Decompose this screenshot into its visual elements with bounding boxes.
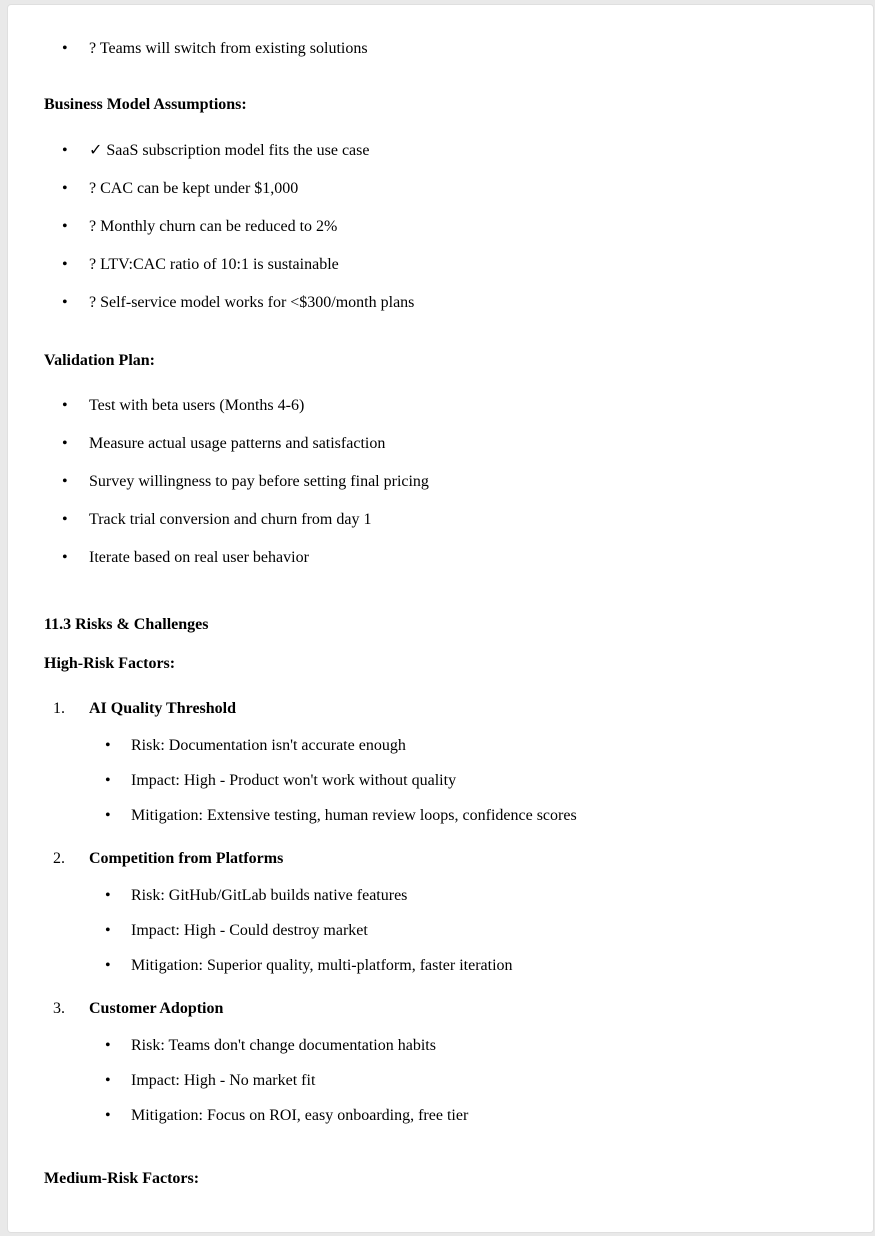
sub-list-item xyxy=(44,1034,833,1058)
list-item xyxy=(44,215,833,239)
bullet-list-validation-plan xyxy=(44,394,833,570)
list-item-text: Mitigation: Focus on ROI, easy onboarding, free tier xyxy=(131,1107,469,1124)
item-title: Competition from Platforms xyxy=(89,850,284,867)
list-item-text: Impact: High - No market fit xyxy=(131,1072,316,1089)
document-page[interactable] xyxy=(8,5,873,1232)
sub-list-item xyxy=(44,884,833,908)
list-item-text: Mitigation: Extensive testing, human review loops, confidence scores xyxy=(131,807,577,824)
list-item xyxy=(44,546,833,570)
list-item-text: ? LTV:CAC ratio of 10:1 is sustainable xyxy=(89,256,339,273)
item-number: 1. xyxy=(53,700,65,717)
list-item-text: Risk: GitHub/GitLab builds native features xyxy=(131,887,408,904)
list-item xyxy=(44,253,833,277)
list-item-text: Survey willingness to pay before setting final pricing xyxy=(89,473,429,490)
sub-list-item xyxy=(44,1104,833,1128)
list-item xyxy=(44,508,833,532)
section-heading-business-model: Business Model Assumptions: xyxy=(44,96,247,113)
list-item-text: ? Self-service model works for <$300/month plans xyxy=(89,294,415,311)
list-item-text: Track trial conversion and churn from day 1 xyxy=(89,511,372,528)
item-number: 3. xyxy=(53,1000,65,1017)
list-item-text: Risk: Teams don't change documentation habits xyxy=(131,1037,436,1054)
list-item-text: Measure actual usage patterns and satisfaction xyxy=(89,435,386,452)
numbered-item xyxy=(44,997,833,1021)
sub-bullet-list xyxy=(44,734,833,828)
numbered-item xyxy=(44,697,833,721)
numbered-item xyxy=(44,847,833,871)
sub-bullet-list xyxy=(44,884,833,978)
item-number: 2. xyxy=(53,850,65,867)
document-content xyxy=(8,5,873,1191)
list-item xyxy=(44,470,833,494)
list-item xyxy=(44,37,833,61)
list-item-text: ? CAC can be kept under $1,000 xyxy=(89,180,299,197)
list-item-text: Impact: High - Could destroy market xyxy=(131,922,368,939)
sub-list-item xyxy=(44,804,833,828)
list-item-text: Test with beta users (Months 4-6) xyxy=(89,397,305,414)
list-item xyxy=(44,432,833,456)
list-item-text: Iterate based on real user behavior xyxy=(89,549,309,566)
list-item-text: Risk: Documentation isn't accurate enough xyxy=(131,737,406,754)
sub-list-item xyxy=(44,954,833,978)
sub-list-item xyxy=(44,1069,833,1093)
section-heading-high-risk: High-Risk Factors: xyxy=(44,655,176,672)
list-item xyxy=(44,177,833,201)
list-item xyxy=(44,394,833,418)
sub-list-item xyxy=(44,769,833,793)
list-item xyxy=(44,139,833,163)
item-title: Customer Adoption xyxy=(89,1000,224,1017)
section-heading-medium-risk: Medium-Risk Factors: xyxy=(44,1170,200,1187)
list-item-text: ? Teams will switch from existing solutions xyxy=(89,40,368,57)
list-item-text: Mitigation: Superior quality, multi-platform, faster iteration xyxy=(131,957,513,974)
item-title: AI Quality Threshold xyxy=(89,700,237,717)
list-item-text: ? Monthly churn can be reduced to 2% xyxy=(89,218,338,235)
list-item xyxy=(44,291,833,315)
section-heading-risks-challenges: 11.3 Risks & Challenges xyxy=(44,616,209,633)
list-item-text: Impact: High - Product won't work without quality xyxy=(131,772,457,789)
section-heading-validation-plan: Validation Plan: xyxy=(44,352,155,369)
list-item-text: ✓ SaaS subscription model fits the use case xyxy=(89,142,370,159)
sub-bullet-list xyxy=(44,1034,833,1128)
sub-list-item xyxy=(44,919,833,943)
sub-list-item xyxy=(44,734,833,758)
bullet-list-business-model xyxy=(44,139,833,315)
